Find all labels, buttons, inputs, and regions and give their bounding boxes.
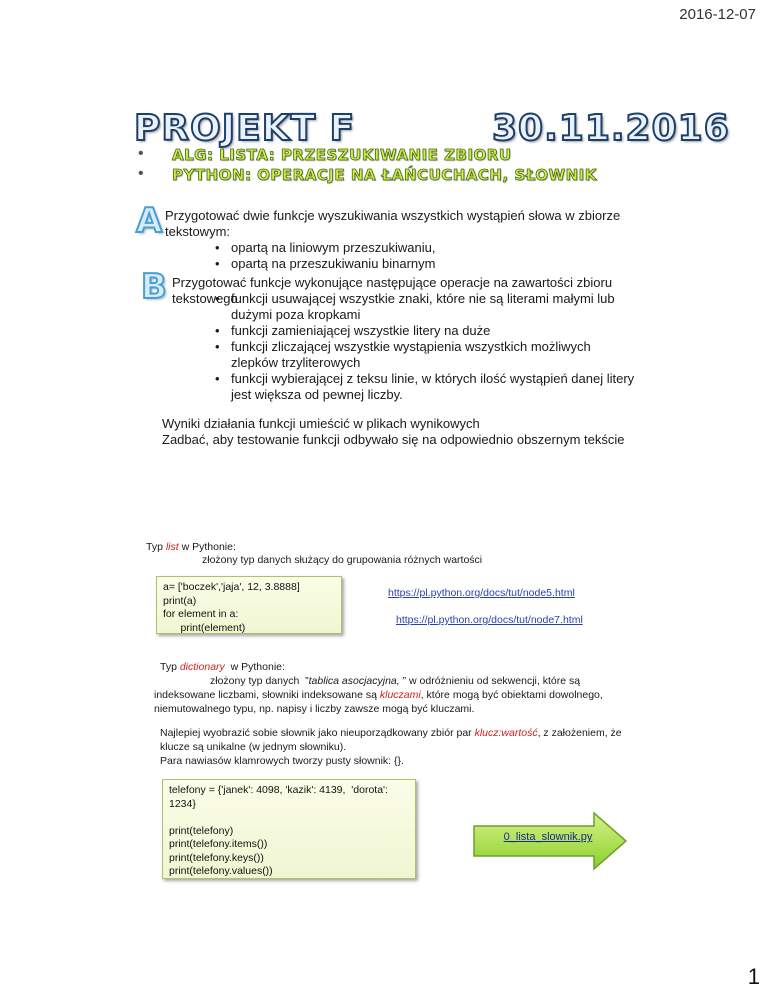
code-line: print(telefony) <box>169 824 234 837</box>
header-date: 2016-12-07 <box>679 6 756 23</box>
file-arrow-button[interactable] <box>470 810 630 872</box>
code-line <box>169 811 409 825</box>
code-line: print(telefony.keys()) <box>169 851 264 864</box>
section-b-intro: Przygotować funkcje wykonujące następujące operacje na zawartości zbioru tekstowego <box>172 275 613 306</box>
code-line: a= ['boczek','jaja', 12, 3.8888] <box>163 581 300 593</box>
dict-code-box <box>162 779 416 879</box>
subtitle-bullet-2: • <box>138 165 144 182</box>
section-a-intro-2: tekstowym: <box>165 224 231 239</box>
section-a <box>165 208 685 272</box>
file-link[interactable]: 0_lista_slownik.py <box>503 831 593 843</box>
section-b-list <box>215 291 635 403</box>
code-line: print(a) <box>163 594 197 607</box>
subtitle-bullet-1: • <box>138 145 144 162</box>
list-item: • opartą na przeszukiwaniu binarnym <box>215 256 685 272</box>
python-docs-link-node7[interactable]: https://pl.python.org/docs/tut/node7.html <box>396 614 583 626</box>
dict-heading: Typ dictionary w Pythonie: <box>160 661 285 673</box>
code-line: 1234} <box>169 797 196 810</box>
code-line: print(telefony.values()) <box>169 865 273 877</box>
code-line: telefony = {'janek': 4098, 'kazik': 4139, 'dorota': <box>169 784 388 796</box>
code-line: for element in a: <box>163 608 239 620</box>
dict-keyword: dictionary <box>179 661 225 673</box>
subtitle-1: ALG: LISTA: PRZESZUKIWANIE ZBIORU <box>172 146 512 164</box>
dict-paragraph: Najlepiej wyobrazić sobie słownik jako nieuporządkowany zbiór par klucz:wartość, z założeniem, że klucze są unikalne (w jednym słowniku). Para nawiasów klamrowych tworzy pusty słownik: {}. <box>160 727 622 767</box>
list-item: • opartą na liniowym przeszukiwaniu, <box>215 240 685 256</box>
list-description: złożony typ danych służący do grupowania różnych wartości <box>202 554 483 566</box>
list-heading: Typ list w Pythonie: <box>146 541 236 553</box>
section-a-list <box>215 240 685 272</box>
notes-line-2: Zadbać, aby testowanie funkcji odbywało się na odpowiednio obszernym tekście <box>162 432 625 447</box>
list-keyword: list <box>165 541 179 553</box>
notes-line-1: Wyniki działania funkcji umieścić w plikach wynikowych <box>162 416 480 431</box>
code-line: print(telefony.items()) <box>169 838 268 850</box>
section-a-icon: A <box>136 201 163 241</box>
list-item: • funkcji wybierającej z teksu linie, w których ilość wystąpień danej litery jest większa od pewnej liczby. <box>215 371 635 403</box>
list-item: • funkcji zamieniającej wszystkie litery na duże <box>215 323 635 339</box>
kluczami-keyword: kluczami <box>379 689 421 701</box>
section-a-intro-1: Przygotować dwie funkcje wyszukiwania wszystkich wystąpień słowa w zbiorze <box>165 208 621 223</box>
list-item: • funkcji usuwającej wszystkie znaki, które nie są literami małymi lub dużymi poza kropkami <box>215 291 635 323</box>
page-number: 1 <box>747 964 760 989</box>
klucz-wartosc-keyword: klucz:wartość <box>474 727 538 739</box>
python-docs-link-node5[interactable]: https://pl.python.org/docs/tut/node5.html <box>388 587 575 599</box>
project-title: PROJEKT F <box>134 108 356 149</box>
project-date: 30.11.2016 <box>492 108 730 149</box>
dict-description: złożony typ danych ”tablica asocjacyjna, ” w odróżnieniu od sekwencji, które są indeksowane liczbami, słowniki indeksowane są kluczami, które mogą być obiektami dowolnego, niemutowalnego typu, np. napisy i liczby zawsze mogą być kluczami. <box>154 675 603 715</box>
code-line: print(element) <box>163 621 246 634</box>
notes <box>162 416 722 448</box>
subtitle-2: PYTHON: OPERACJE NA ŁAŃCUCHACH, SŁOWNIK <box>172 166 597 184</box>
section-b-icon: B <box>141 267 167 307</box>
list-item: • funkcji zliczającej wszystkie wystąpienia wszystkich możliwych zlepków trzyliterowych <box>215 339 635 371</box>
list-code-box <box>156 576 342 634</box>
